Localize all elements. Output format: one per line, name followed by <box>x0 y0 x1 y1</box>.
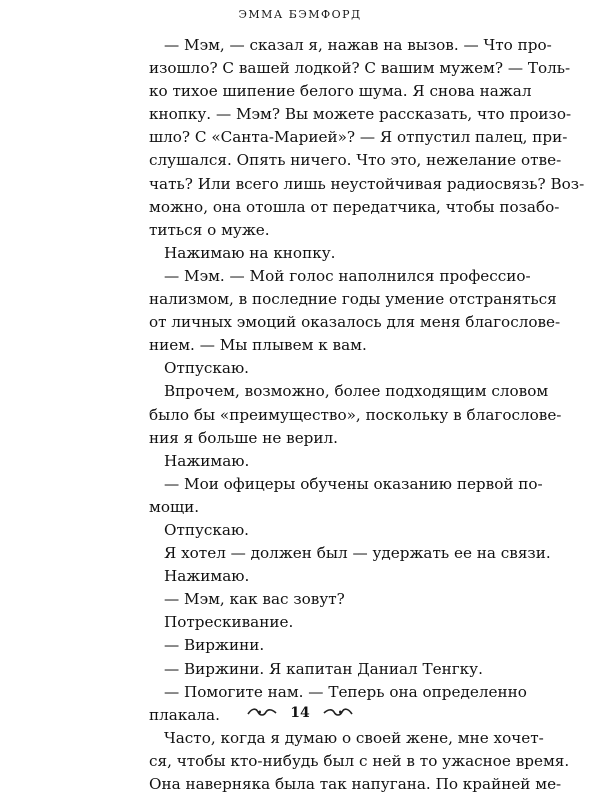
running-header: ЭММА БЭМФОРД <box>238 8 362 21</box>
text-line: Она наверняка была так напугана. По крайней ме- <box>149 775 562 793</box>
text-line: Впрочем, возможно, более подходящим словом <box>164 382 549 401</box>
text-line: от личных эмоций оказалось для меня благослове- <box>149 313 561 332</box>
text-line: можно, она отошла от передатчика, чтобы позабо- <box>149 197 560 216</box>
text-line: шло? С «Санта-Марией»? — Я отпустил палец, при- <box>149 128 568 147</box>
text-line: — Мэм, как вас зовут? <box>164 590 345 609</box>
text-line: титься о муже. <box>149 220 270 239</box>
text-line: кнопку. — Мэм? Вы можете рассказать, что произо- <box>149 105 572 124</box>
text-line: Нажимаю. <box>164 567 250 586</box>
text-line: — Виржини. <box>164 636 265 655</box>
text-line: Нажимаю на кнопку. <box>164 243 336 262</box>
text-line: было бы «преимущество», поскольку в благослове- <box>149 405 562 424</box>
text-line: Часто, когда я думаю о своей жене, мне хочет- <box>164 728 544 747</box>
text-line: — Мои офицеры обучены оказанию первой по- <box>164 474 543 493</box>
text-line: Я хотел — должен был — удержать ее на связи. <box>164 544 551 563</box>
text-line: изошло? С вашей лодкой? С вашим мужем? — Толь- <box>149 59 571 78</box>
swirl-ornament-icon <box>247 707 277 719</box>
text-line: нализмом, в последние годы умение отстраняться <box>149 290 557 309</box>
text-line: ния я больше не верил. <box>149 428 338 447</box>
text-line: Отпускаю. <box>164 520 250 539</box>
page-number: 14 <box>290 705 310 721</box>
text-line: Отпускаю. <box>164 359 250 378</box>
text-line: слушался. Опять ничего. Что это, нежелание отве- <box>149 151 562 170</box>
text-line: Нажимаю. <box>164 451 250 470</box>
text-line: — Мэм, — сказал я, нажав на вызов. — Что про- <box>164 36 552 54</box>
text-line: — Виржини. Я капитан Даниал Тенгку. <box>164 659 483 678</box>
text-line: ся, чтобы кто-нибудь был с ней в то ужасное время. <box>149 751 570 770</box>
text-line: нием. — Мы плывем к вам. <box>149 336 367 355</box>
text-line: плакала. <box>149 705 220 724</box>
text-line: — Мэм. — Мой голос наполнился профессио- <box>164 266 531 285</box>
page-footer <box>0 705 600 721</box>
text-line: — Помогите нам. — Теперь она определенно <box>164 682 527 701</box>
swirl-ornament-icon <box>323 707 353 719</box>
body-text <box>149 34 585 796</box>
text-line: чать? Или всего лишь неустойчивая радиосвязь? Воз- <box>149 174 585 193</box>
text-line: ко тихое шипение белого шума. Я снова нажал <box>149 82 532 101</box>
text-line: мощи. <box>149 497 200 516</box>
text-line: Потрескивание. <box>164 613 294 632</box>
